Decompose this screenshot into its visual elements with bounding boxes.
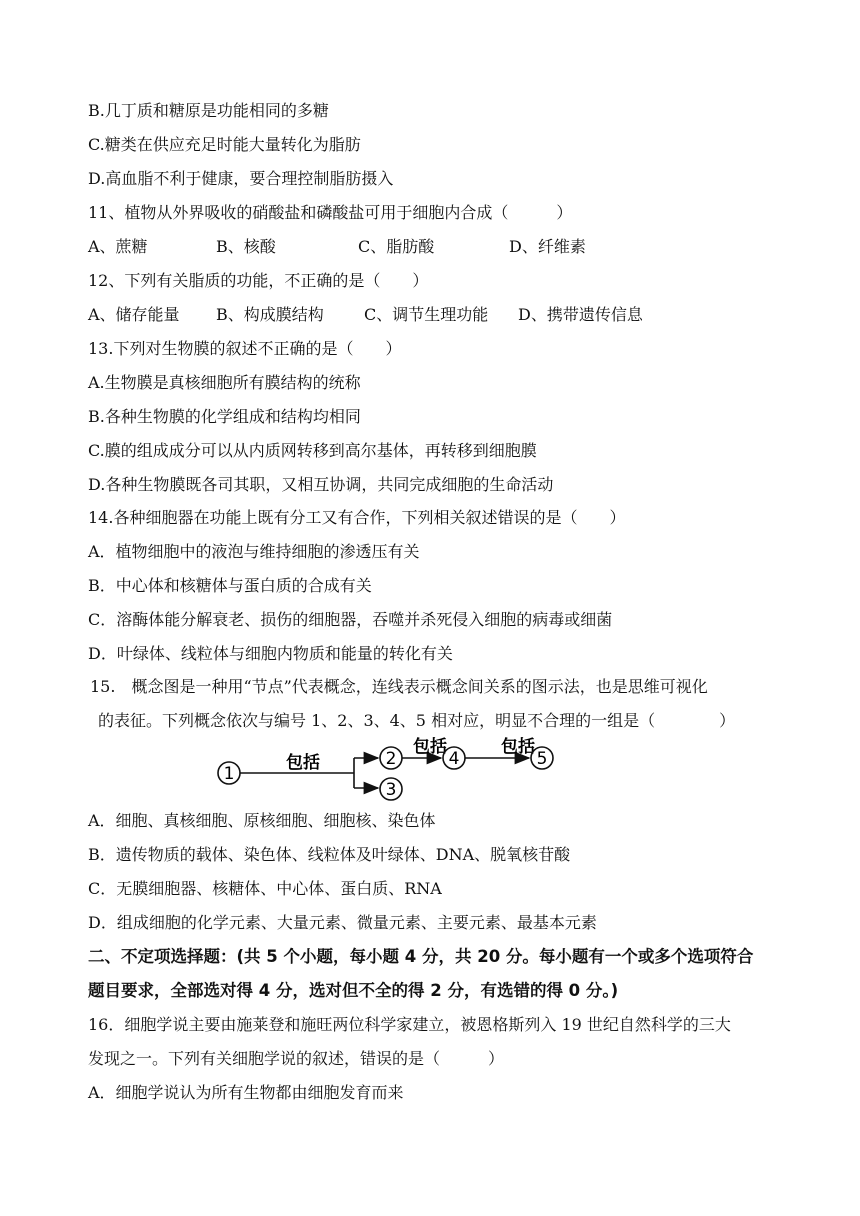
q11-option-d: D、纤维素 <box>509 237 586 256</box>
node-5-label: 5 <box>536 749 548 769</box>
edge-label-3: 包括 <box>501 737 535 757</box>
concept-diagram <box>205 736 565 806</box>
q16-option-a: A．细胞学说认为所有生物都由细胞发育而来 <box>88 1083 404 1102</box>
q13-option-c: C.膜的组成成分可以从内质网转移到高尔基体，再转移到细胞膜 <box>88 441 537 460</box>
section2-heading-line1: 二、不定项选择题：(共 5 个小题，每小题 4 分，共 20 分。每小题有一个或多个选项符合 <box>88 947 754 966</box>
node-2-label: 2 <box>385 749 397 769</box>
q15-stem-line1: 15. 概念图是一种用“节点”代表概念，连线表示概念间关系的图示法，也是思维可视化 <box>90 677 708 696</box>
q15-option-b: B．遗传物质的载体、染色体、线粒体及叶绿体、DNA、脱氧核苷酸 <box>88 845 571 864</box>
section2-heading-line2: 题目要求，全部选对得 4 分，选对但不全的得 2 分，有选错的得 0 分。) <box>88 981 619 1000</box>
q15-stem-line2: 的表征。下列概念依次与编号 1、2、3、4、5 相对应，明显不合理的一组是（ ） <box>98 711 736 730</box>
q16-stem-line1: 16．细胞学说主要由施莱登和施旺两位科学家建立，被恩格斯列入 19 世纪自然科学的三大 <box>88 1015 731 1034</box>
q13-stem: 13.下列对生物膜的叙述不正确的是（ ） <box>88 339 402 358</box>
q12-option-a: A、储存能量 <box>88 305 180 324</box>
q15-option-d: D．组成细胞的化学元素、大量元素、微量元素、主要元素、最基本元素 <box>88 913 597 932</box>
q14-stem: 14.各种细胞器在功能上既有分工又有合作，下列相关叙述错误的是（ ） <box>88 508 626 527</box>
q11-option-c: C、脂肪酸 <box>358 237 435 256</box>
node-1-label: 1 <box>223 764 235 784</box>
q10-option-d: D.高血脂不利于健康，要合理控制脂肪摄入 <box>88 169 394 188</box>
q12-option-b: B、构成膜结构 <box>216 305 324 324</box>
q12-stem: 12、下列有关脂质的功能，不正确的是（ ） <box>88 271 429 290</box>
q16-stem-line2: 发现之一。下列有关细胞学说的叙述，错误的是（ ） <box>88 1049 505 1068</box>
edge-label-1: 包括 <box>286 753 320 773</box>
q13-option-a: A.生物膜是真核细胞所有膜结构的统称 <box>88 373 361 392</box>
q14-option-b: B．中心体和核糖体与蛋白质的合成有关 <box>88 576 372 595</box>
q14-option-c: C．溶酶体能分解衰老、损伤的细胞器，吞噬并杀死侵入细胞的病毒或细菌 <box>88 610 613 629</box>
q10-option-c: C.糖类在供应充足时能大量转化为脂肪 <box>88 135 361 154</box>
edge-label-2: 包括 <box>413 737 447 757</box>
q14-option-a: A．植物细胞中的液泡与维持细胞的渗透压有关 <box>88 542 420 561</box>
q12-option-d: D、携带遗传信息 <box>518 305 643 324</box>
q13-option-b: B.各种生物膜的化学组成和结构均相同 <box>88 407 361 426</box>
q14-option-d: D．叶绿体、线粒体与细胞内物质和能量的转化有关 <box>88 644 453 663</box>
q15-option-c: C．无膜细胞器、核糖体、中心体、蛋白质、RNA <box>88 879 442 898</box>
q13-option-d: D.各种生物膜既各司其职，又相互协调，共同完成细胞的生命活动 <box>88 475 554 494</box>
q15-option-a: A．细胞、真核细胞、原核细胞、细胞核、染色体 <box>88 811 436 830</box>
q11-option-b: B、核酸 <box>216 237 276 256</box>
node-3-label: 3 <box>385 780 397 800</box>
q11-stem: 11、植物从外界吸收的硝酸盐和磷酸盐可用于细胞内合成（ ） <box>88 203 573 222</box>
q12-option-c: C、调节生理功能 <box>364 305 489 324</box>
q11-option-a: A、蔗糖 <box>88 237 148 256</box>
node-4-label: 4 <box>448 749 460 769</box>
q10-option-b: B.几丁质和糖原是功能相同的多糖 <box>88 101 329 120</box>
